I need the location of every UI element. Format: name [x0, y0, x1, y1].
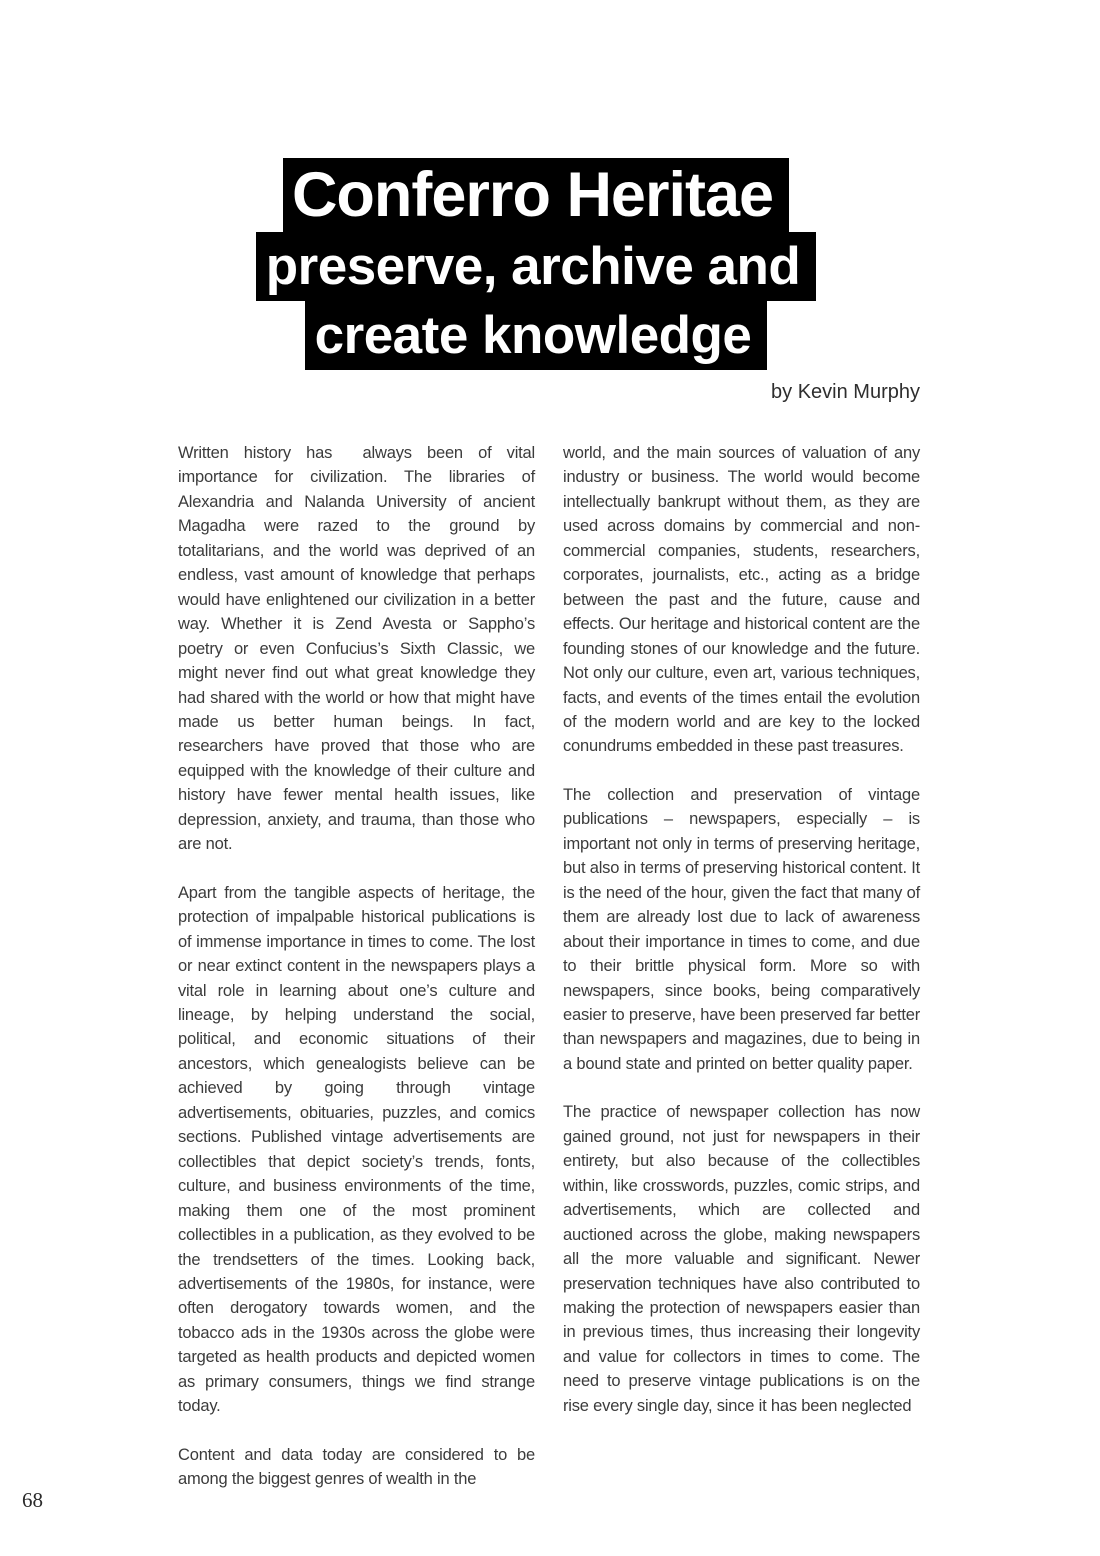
column-left [178, 441, 535, 1492]
paragraph: Apart from the tangible aspects of heritage, the protection of impalpable historical publications is of immense importance in times to come. The lost or near extinct content in the newspapers plays a vital role in learning about one’s culture and lineage, by helping understand the social, political, and economic situations of their ancestors, which genealogists believe can be achieved by going through vintage advertisements, obituaries, puzzles, and comics sections. Published vintage advertisements are collectibles that depict society’s trends, fonts, culture, and business environments of the time, making them one of the most prominent collectibles in a publication, as they evolved to be the trendsetters of the times. Looking back, advertisements of the 1980s, for instance, were often derogatory towards women, and the tobacco ads in the 1930s across the globe were targeted as health products and depicted women as primary consumers, things we find strange today. [178, 883, 535, 1416]
article-title-line-1-text: Conferro Heritae [283, 158, 789, 232]
article-title-line-2 [165, 232, 907, 301]
page-number: 68 [22, 1488, 43, 1512]
paragraph: Content and data today are considered to be among the biggest genres of wealth in the [178, 1445, 535, 1489]
paragraph: The practice of newspaper collection has now gained ground, not just for newspapers in their entirety, but also because of the collectibles within, like crosswords, puzzles, comic strips, and advertisements, which are collected and auctioned across the globe, making newspapers all the more valuable and significant. Newer preservation techniques have also contributed to making the protection of newspapers easier than in previous times, thus increasing their longevity and value for collectors in times to come. The need to preserve vintage publications is on the rise every single day, since it has been neglected [563, 1103, 920, 1415]
paragraph: The collection and preservation of vintage publications – newspapers, especially – is important not only in terms of preserving heritage, but also in terms of preserving historical content. It is the need of the hour, given the fact that many of them are already lost due to lack of awareness about their importance in times to come, and due to their brittle physical form. More so with newspapers, since books, being comparatively easier to preserve, have been preserved far better than newspapers and magazines, due to being in a bound state and printed on better quality paper. [563, 785, 920, 1073]
paragraph: world, and the main sources of valuation of any industry or business. The world would become intellectually bankrupt without them, as they are used across domains by commercial and non-commercial companies, students, researchers, corporates, journalists, etc., acting as a bridge between the past and the future, cause and effects. Our heritage and historical content are the founding stones of our knowledge and the future. Not only our culture, even art, various techniques, facts, and events of the times entail the evolution of the modern world and are key to the locked conundrums embedded in these past treasures. [563, 444, 920, 756]
paragraph: Written history has always been of vital importance for civilization. The libraries of Alexandria and Nalanda University of ancient Magadha were razed to the ground by totalitarians, and the world was deprived of an endless, vast amount of knowledge that perhaps would have enlightened our civilization in a better way. Whether it is Zend Avesta or Sappho’s poetry or even Confucius’s Sixth Classic, we might never find out what great knowledge they had shared with the world or how that might have made us better human beings. In fact, researchers have proved that those who are equipped with the knowledge of their culture and history have fewer mental health issues, like depression, anxiety, and trauma, than those who are not. [178, 444, 535, 854]
article-title-line-3 [165, 301, 907, 370]
article-body [178, 441, 920, 1492]
article-title-line-3-text: create knowledge [305, 301, 768, 370]
byline: by Kevin Murphy [771, 381, 920, 403]
article-header [165, 158, 907, 370]
column-right [563, 441, 920, 1492]
article-title-line-1 [165, 158, 907, 232]
article-title-line-2-text: preserve, archive and [256, 232, 817, 301]
